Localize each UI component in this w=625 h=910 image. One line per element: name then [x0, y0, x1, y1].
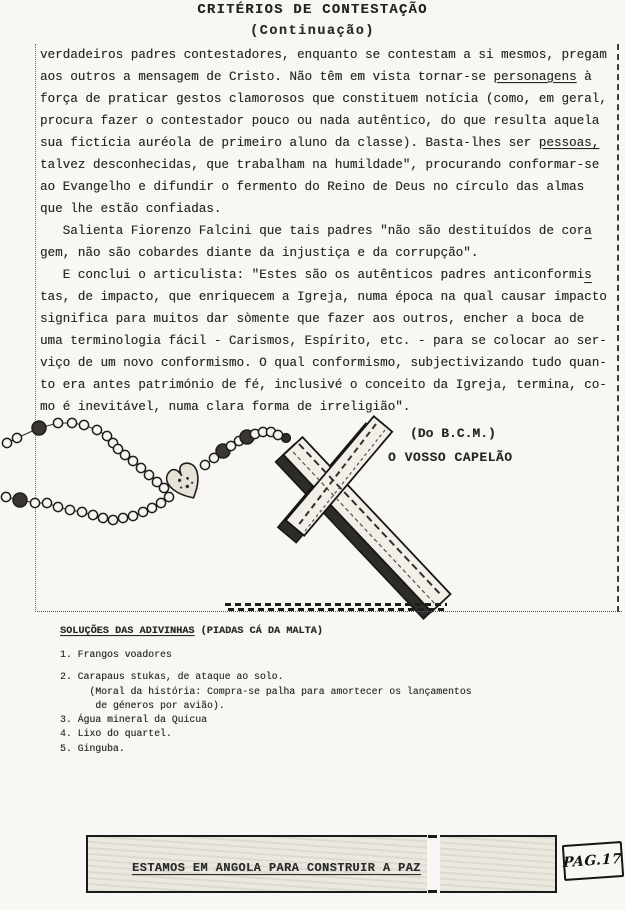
- text-line: [40, 88, 618, 110]
- text-line: [40, 308, 618, 330]
- text-segment: gem, não são cobardes diante da injustiça e da corrupção".: [40, 246, 479, 260]
- text-line: [40, 264, 618, 286]
- separator-dotted-line: [35, 611, 622, 612]
- text-line: [40, 374, 618, 396]
- text-segment: que lhe estão confiadas.: [40, 202, 222, 216]
- text-line: [40, 198, 618, 220]
- text-segment: to era antes património de fé, inclusivé o conceito da Igreja, termina, co-: [40, 378, 607, 392]
- solutions-list-item: 4. Lixo do quartel.: [60, 728, 172, 740]
- signature-source: (Do B.C.M.): [410, 426, 496, 441]
- text-segment: Salienta Fiorenzo Falcini que tais padres "não são destituídos de cor: [40, 224, 585, 238]
- solutions-list-item: 1. Frangos voadores: [60, 649, 172, 660]
- separator-dashes: [225, 603, 447, 611]
- page-number-text: PAG.17: [563, 850, 623, 872]
- slogan-text: ESTAMOS EM ANGOLA PARA CONSTRUIR A PAZ: [132, 861, 421, 875]
- text-segment: ao Evangelho e difundir o fermento do Reino de Deus no círculo das almas: [40, 180, 585, 194]
- rosary-beads: [1, 418, 282, 524]
- text-line: [40, 352, 618, 374]
- solutions-list: [60, 648, 600, 756]
- text-line: [40, 286, 618, 308]
- solutions-heading-underlined: SOLUÇÕES DAS ADIVINHAS: [60, 626, 195, 637]
- text-line: [40, 242, 618, 264]
- document-header: [0, 2, 625, 39]
- solutions-list-item: de géneros por avião).: [60, 699, 225, 711]
- text-segment: mo é inevitável, numa clara forma de irreligião".: [40, 400, 411, 414]
- text-segment: viço de um novo conformismo. O qual conformismo, subjectivizando tudo quan-: [40, 356, 607, 370]
- text-segment: uma terminologia fácil - Carismos, Espírito, etc. - para se colocar ao ser-: [40, 334, 607, 348]
- crucifix-icon: [276, 416, 451, 619]
- text-line: [40, 154, 618, 176]
- solutions-heading-rest: (PIADAS CÁ DA MALTA): [194, 626, 323, 637]
- text-line: [40, 66, 618, 88]
- text-line: [40, 220, 618, 242]
- rosary-crucifix-illustration: [0, 405, 480, 620]
- text-segment: E conclui o articulista: "Estes são os autênticos padres anticonformi: [40, 268, 585, 282]
- text-segment: procura fazer o contestador pouco ou nada autêntico, do que resulta aquela: [40, 114, 600, 128]
- text-segment: tas, de impacto, que enriquecem a Igreja, numa época na qual causar impacto: [40, 290, 607, 304]
- solutions-list-item: 3. Água mineral da Quicua: [60, 714, 207, 726]
- text-segment: a: [584, 224, 592, 238]
- text-segment: verdadeiros padres contestadores, enquanto se contestam a si mesmos, pregam: [40, 48, 607, 62]
- text-segment: pessoas,: [538, 136, 600, 150]
- solutions-list-item: (Moral da história: Compra-se palha para amortecer os lançamentos: [60, 685, 472, 697]
- text-line: [40, 44, 618, 66]
- article-text: [40, 44, 618, 418]
- solutions-section: [60, 624, 600, 756]
- text-segment: significa para muitos dar sòmente que fazer aos outros, encher a boca de: [40, 312, 585, 326]
- text-segment: talvez desconhecidas, que trabalham na humildade", procurando conformar-se: [40, 158, 600, 172]
- text-line: [40, 330, 618, 352]
- text-line: [40, 176, 618, 198]
- text-segment: aos outros a mensagem de Cristo. Não têm em vista tornar-se: [40, 70, 494, 84]
- text-segment: personagens: [493, 70, 577, 84]
- solutions-list-item: 2. Carapaus stukas, de ataque ao solo.: [60, 671, 284, 683]
- text-segment: s: [584, 268, 592, 282]
- slogan-banner-box: [86, 835, 557, 893]
- text-segment: à: [576, 70, 592, 84]
- solutions-list-item: 5. Ginguba.: [60, 742, 125, 754]
- text-line: [40, 132, 618, 154]
- text-line: [40, 110, 618, 132]
- page-subtitle: (Continuação): [250, 24, 375, 39]
- page-number-badge: [562, 841, 624, 881]
- text-segment: sua fictícia auréola de primeiro aluno da classe). Basta-lhes ser: [40, 136, 539, 150]
- signature-author: O VOSSO CAPELÃO: [388, 450, 513, 465]
- banner-border-break: [427, 834, 440, 894]
- page-title: CRITÉRIOS DE CONTESTAÇÃO: [197, 2, 428, 18]
- text-segment: força de praticar gestos clamorosos que constituem notícia (como, em geral,: [40, 92, 607, 106]
- solutions-heading: [60, 624, 600, 640]
